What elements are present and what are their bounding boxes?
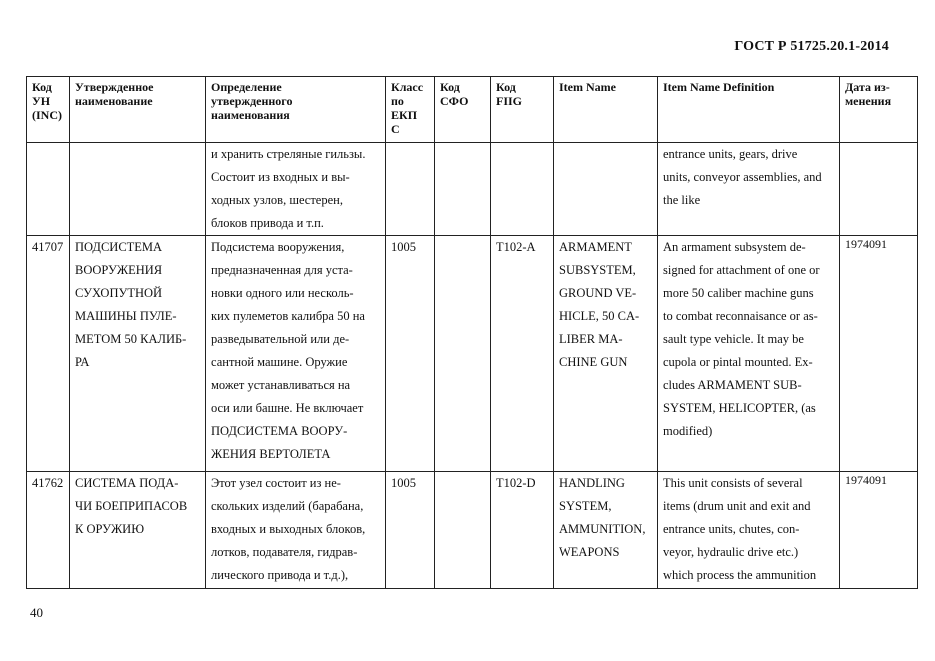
header-row xyxy=(27,77,918,143)
header-change-date: Дата из- менения xyxy=(840,77,918,143)
header-approved-name: Утвержденное наименование xyxy=(70,77,206,143)
cell-date xyxy=(840,143,918,236)
cell-name xyxy=(70,143,206,236)
cell-definition: Подсистема вооружения, предназначенная для уста- новки одного или несколь- ких пулеметов калибра 50 на разведывательной или де- сантной машине. Оружие может устанавливаться на оси или башне. Не включает ПОДСИСТЕМА ВООРУ- ЖЕНИЯ ВЕРТОЛЕТА xyxy=(206,236,386,472)
cell-sfo xyxy=(435,236,491,472)
cell-class: 1005 xyxy=(386,472,435,589)
catalog-table xyxy=(26,76,918,589)
cell-name: СИСТЕМА ПОДА- ЧИ БОЕПРИПАСОВ К ОРУЖИЮ xyxy=(70,472,206,589)
cell-fiig xyxy=(491,143,554,236)
cell-definition: Этот узел состоит из не- скольких изделий (барабана, входных и выходных блоков, лотков, подавателя, гидрав- лического привода и т.д.), xyxy=(206,472,386,589)
cell-inc: 41762 xyxy=(27,472,70,589)
cell-inc: 41707 xyxy=(27,236,70,472)
cell-inc xyxy=(27,143,70,236)
header-item-name-definition: Item Name Definition xyxy=(658,77,840,143)
standard-designation: ГОСТ Р 51725.20.1-2014 xyxy=(734,39,889,54)
cell-item-definition: An armament subsystem de- signed for attachment of one or more 50 caliber machine guns to combat reconnaisance or as- sault type vehicle. It may be cupola or pintal mounted. Ex- cludes ARMAMENT SUB- SYSTEM, HELICOPTER, (as modified) xyxy=(658,236,840,472)
cell-fiig: T102-A xyxy=(491,236,554,472)
table-row xyxy=(27,472,918,589)
header-item-name: Item Name xyxy=(554,77,658,143)
cell-fiig: T102-D xyxy=(491,472,554,589)
header-class: Класс по ЕКП С xyxy=(386,77,435,143)
cell-name: ПОДСИСТЕМА ВООРУЖЕНИЯ СУХОПУТНОЙ МАШИНЫ ПУЛЕ- МЕТОМ 50 КАЛИБ- РА xyxy=(70,236,206,472)
cell-item-definition: entrance units, gears, drive units, conveyor assemblies, and the like xyxy=(658,143,840,236)
cell-item-name xyxy=(554,143,658,236)
cell-class xyxy=(386,143,435,236)
page-number: 40 xyxy=(30,605,43,620)
cell-sfo xyxy=(435,472,491,589)
cell-date: 1974091 xyxy=(840,472,918,589)
cell-item-name: ARMAMENT SUBSYSTEM, GROUND VE- HICLE, 50 CA- LIBER MA- CHINE GUN xyxy=(554,236,658,472)
header-inc: Код УН (INC) xyxy=(27,77,70,143)
cell-sfo xyxy=(435,143,491,236)
cell-class: 1005 xyxy=(386,236,435,472)
cell-date: 1974091 xyxy=(840,236,918,472)
cell-definition: и хранить стреляные гильзы. Состоит из входных и вы- ходных узлов, шестерен, блоков привода и т.п. xyxy=(206,143,386,236)
cell-item-name: HANDLING SYSTEM, AMMUNITION, WEAPONS xyxy=(554,472,658,589)
header-definition: Определение утвержденного наименования xyxy=(206,77,386,143)
table-row xyxy=(27,143,918,236)
cell-item-definition: This unit consists of several items (drum unit and exit and entrance units, chutes, con- veyor, hydraulic drive etc.) which process the ammunition xyxy=(658,472,840,589)
table-row xyxy=(27,236,918,472)
header-sfo-code: Код СФО xyxy=(435,77,491,143)
header-fiig-code: Код FIIG xyxy=(491,77,554,143)
